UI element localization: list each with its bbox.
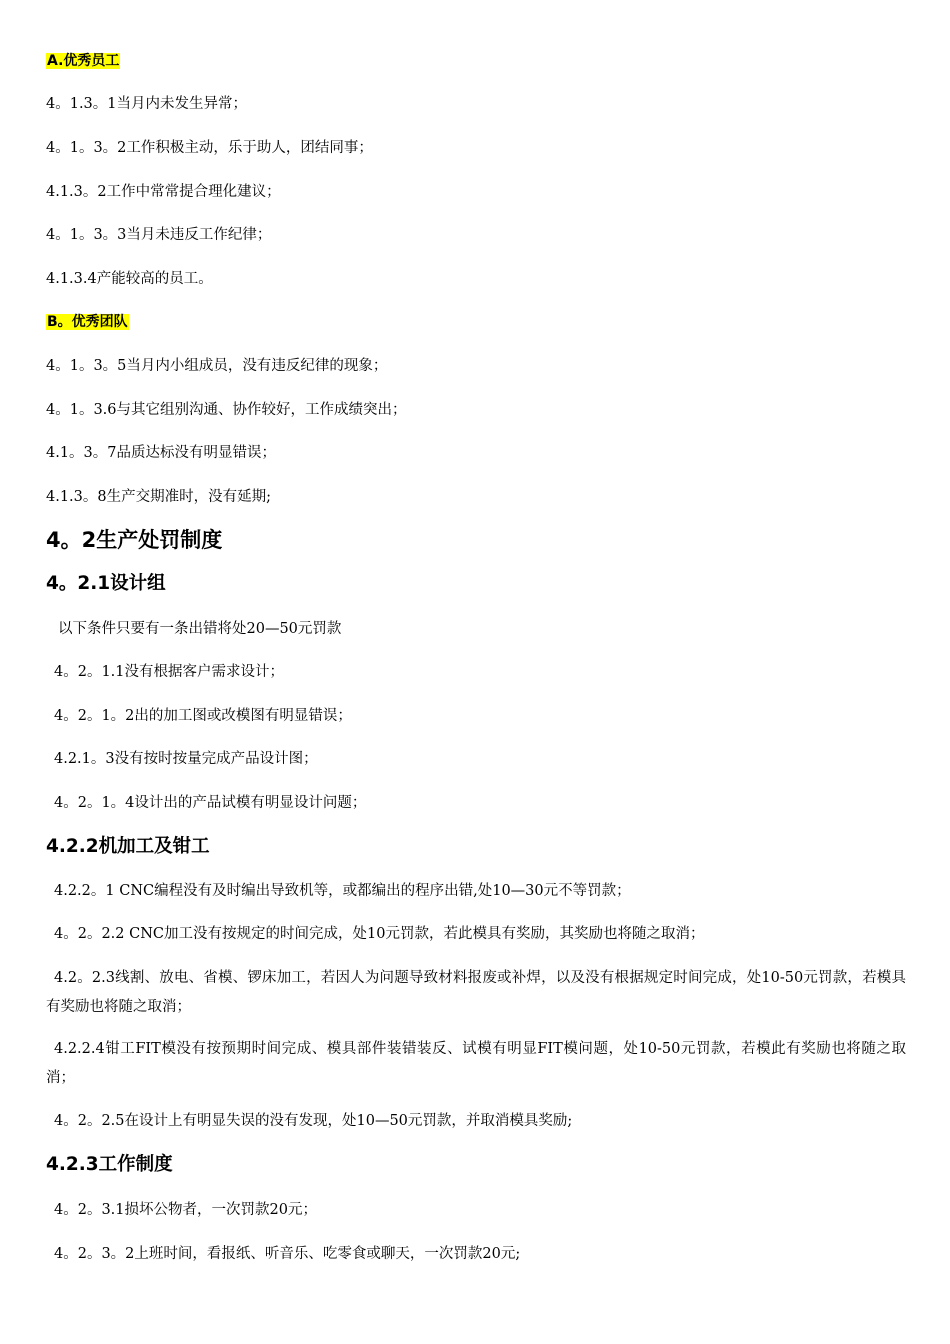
section-b-label: B。优秀团队: [47, 314, 128, 330]
section-b-heading: [46, 308, 906, 337]
section-4-2-3-item-2: 4。2。3。2上班时间，看报纸、听音乐、吃零食或聊天，一次罚款20元;: [54, 1246, 521, 1262]
section-4-2-3-title: 4.2.3工作制度: [46, 1154, 173, 1175]
section-a-heading: [46, 47, 906, 76]
section-4-2-3-item-1: 4。2。3.1损坏公物者，一次罚款20元；: [54, 1202, 317, 1218]
section-b-item-2: 4。1。3.6与其它组别沟通、协作较好，工作成绩突出；: [46, 402, 407, 418]
section-4-2-2-title: 4.2.2机加工及钳工: [46, 836, 210, 857]
section-4-2-1-item-1: 4。2。1.1没有根据客户需求设计；: [54, 664, 285, 680]
section-4-2-1-intro: 以下条件只要有一条出错将处20—50元罚款: [58, 621, 342, 637]
section-4-2-1-item-2: 4。2。1。2出的加工图或改模图有明显错误；: [54, 708, 352, 724]
section-4-2-2-item-2: 4。2。2.2 CNC加工没有按规定的时间完成，处10元罚款，若此模具有奖励，其奖励也将随之取消；: [54, 926, 705, 942]
section-a-item-4: 4。1。3。3当月未违反工作纪律；: [46, 227, 272, 243]
section-4-2-title: 4。2生产处罚制度: [46, 528, 223, 552]
section-b-item-3: 4.1。3。7品质达标没有明显错误；: [46, 445, 277, 461]
section-a-item-1: 4。1.3。1当月内未发生异常；: [46, 96, 248, 112]
section-4-2-2-item-4: 4.2.2.4钳工FIT模没有按预期时间完成、模具部件装错装反、试模有明显FIT模问题，处10-50元罚款，若模此有奖励也将随之取消；: [46, 1041, 906, 1086]
section-a-item-5: 4.1.3.4产能较高的员工。: [46, 271, 213, 287]
section-a-label: A.优秀员工: [47, 53, 120, 69]
section-4-2-1-item-3: 4.2.1。3没有按时按量完成产品设计图；: [54, 751, 318, 767]
section-4-2-2-item-1: 4.2.2。1 CNC编程没有及时编出导致机等，或都编出的程序出错,处10—30元不等罚款；: [54, 883, 631, 899]
section-4-2-2-item-5: 4。2。2.5在设计上有明显失误的没有发现，处10—50元罚款，并取消模具奖励;: [54, 1113, 573, 1129]
section-a-item-2: 4。1。3。2工作积极主动，乐于助人，团结同事；: [46, 140, 373, 156]
section-b-item-4: 4.1.3。8生产交期准时，没有延期;: [46, 489, 272, 505]
section-b-item-1: 4。1。3。5当月内小组成员，没有违反纪律的现象；: [46, 358, 388, 374]
section-4-2-1-title: 4。2.1设计组: [46, 573, 166, 594]
section-a-item-3: 4.1.3。2工作中常常提合理化建议；: [46, 184, 281, 200]
section-4-2-1-item-4: 4。2。1。4设计出的产品试模有明显设计问题；: [54, 795, 367, 811]
section-4-2-2-item-3: 4.2。2.3线割、放电、省模、锣床加工，若因人为问题导致材料报废或补焊，以及没有根据规定时间完成，处10-50元罚款，若模具有奖励也将随之取消；: [46, 970, 906, 1015]
